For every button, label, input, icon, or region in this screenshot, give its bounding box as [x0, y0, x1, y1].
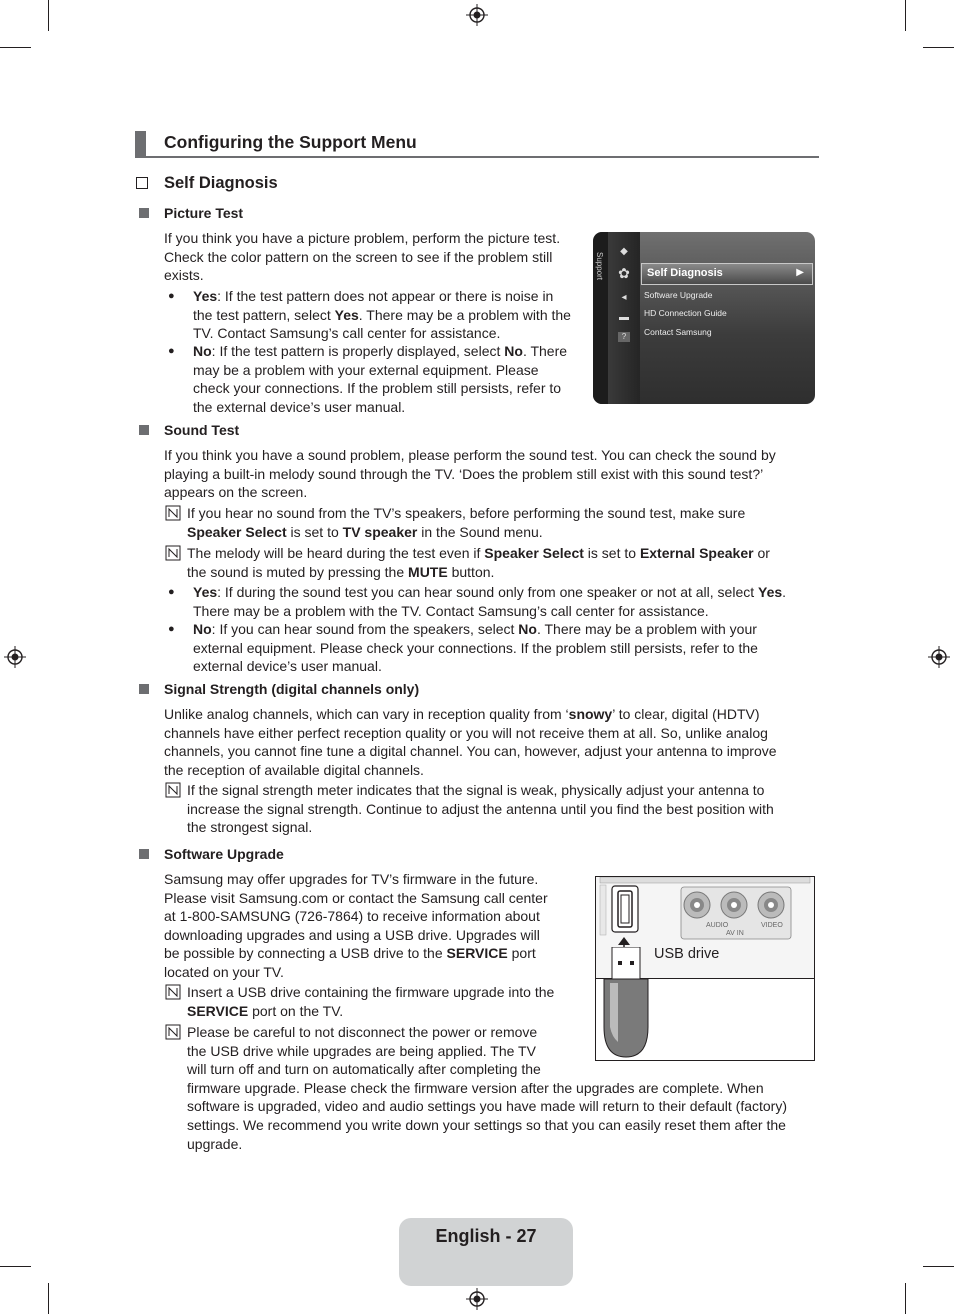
page-number: English - 27: [435, 1226, 537, 1246]
arrow-right-icon: ▶: [796, 267, 804, 278]
software-upgrade-note-2: Please be careful to not disconnect the power or remove the USB drive while upgrades are being applied. The TV will turn off and turn on automatically after completing the firmware upgrade. Please check the firmware version after the upgrades are complete. When software is upgraded, video and audio settings you have made will return to their default (factory) settings. We recommend you write down your settings so that you can easily reset them after the upgrade.: [187, 1024, 787, 1152]
menu-icon-column: [608, 232, 640, 404]
picture-test-heading: Picture Test: [164, 205, 244, 221]
software-upgrade-intro: Samsung may offer upgrades for TV’s firmware in the future. Please visit Samsung.com or contact the Samsung call center at 1-800-SAMSUNG (726-7864) to receive information about downloading upgrades and using a USB drive. Upgrades will be possible by connecting a USB drive to the SERVICE port located on your TV.: [164, 871, 548, 980]
sound-test-heading: Sound Test: [164, 422, 240, 438]
heading-square-icon: [139, 425, 149, 435]
menu-item-hd-connection-guide[interactable]: HD Connection Guide: [644, 308, 727, 318]
sound-test-yes: Yes: If during the sound test you can hear sound only from one speaker or not at all, select Yes. There may be a problem with the TV. Contact Samsung’s call center for assistance.: [193, 584, 787, 619]
picture-test-no: No: If the test pattern is properly displayed, select No. There may be a problem with your external equipment. Please check your connections. If the problem still persists, refer to the external device’s user manual.: [193, 343, 568, 415]
crop-mark: [905, 0, 906, 31]
section-bar: [135, 131, 146, 157]
note-icon: [165, 505, 181, 521]
subsection-title: Self Diagnosis: [164, 174, 278, 192]
software-upgrade-note-1: Insert a USB drive containing the firmware upgrade into the SERVICE port on the TV.: [187, 984, 555, 1019]
crop-mark: [905, 1283, 906, 1314]
usb-drive-figure: [595, 876, 815, 1061]
registration-mark-icon: [4, 646, 26, 668]
bullet-icon: ●: [168, 345, 175, 357]
sound-test-note-1: If you hear no sound from the TV’s speakers, before performing the sound test, make sure Speaker Select is set to TV speaker in the Sound menu.: [187, 505, 746, 540]
support-menu-screenshot: [593, 232, 815, 404]
registration-mark-icon: [928, 646, 950, 668]
input-icon: ▬: [619, 312, 629, 323]
picture-test-intro: If you think you have a picture problem, perform the picture test. Check the color pattern on the screen to see if the problem still exists.: [164, 230, 561, 284]
registration-mark-icon: [466, 1288, 488, 1310]
signal-strength-note: If the signal strength meter indicates that the signal is weak, physically adjust your antenna to increase the signal strength. Continue to adjust the antenna until you find the best position with the strongest signal.: [187, 782, 774, 836]
audio-label: AUDIO: [706, 922, 729, 929]
av-in-label: AV IN: [726, 930, 744, 937]
crop-mark: [923, 47, 954, 48]
bullet-icon: ●: [168, 586, 175, 598]
page-number-box: [399, 1218, 573, 1286]
video-label: VIDEO: [761, 922, 783, 929]
heading-square-icon: [139, 849, 149, 859]
checkbox-icon: [136, 177, 148, 189]
menu-side-strip: [593, 232, 608, 404]
menu-strip-label: Support: [595, 252, 604, 281]
menu-item-software-upgrade[interactable]: Software Upgrade: [644, 290, 713, 300]
sound-test-note-2: The melody will be heard during the test even if Speaker Select is set to External Speaker or the sound is muted by pressing the MUTE button.: [187, 545, 770, 580]
help-icon: ?: [618, 332, 630, 342]
crop-mark: [48, 1283, 49, 1314]
channel-icon: ◂: [621, 292, 627, 303]
section-rule: [135, 156, 819, 158]
menu-item-self-diagnosis[interactable]: Self Diagnosis ▶: [641, 263, 813, 285]
heading-square-icon: [139, 684, 149, 694]
crop-mark: [0, 47, 31, 48]
signal-strength-intro: Unlike analog channels, which can vary in reception quality from ‘snowy’ to clear, digital (HDTV) channels have either perfect reception quality or you will not receive them at all. So, unlike analog channels, you cannot fine tune a digital channel. You can, however, adjust your antenna to improve the reception of available digital channels.: [164, 706, 777, 778]
gear-icon: ✿: [618, 265, 630, 281]
sound-test-no: No: If you can hear sound from the speakers, select No. There may be a problem with your external equipment. Please check your connections. If the problem still persists, refer to the external device’s user manual.: [193, 621, 758, 675]
picture-icon: ◆: [620, 246, 628, 257]
section-title: Configuring the Support Menu: [164, 132, 417, 152]
crop-mark: [0, 1266, 31, 1267]
note-icon: [165, 545, 181, 561]
note-icon: [165, 782, 181, 798]
crop-mark: [48, 0, 49, 31]
software-upgrade-heading: Software Upgrade: [164, 846, 284, 862]
note-icon: [165, 1024, 181, 1040]
signal-strength-heading: Signal Strength (digital channels only): [164, 681, 420, 697]
heading-square-icon: [139, 208, 149, 218]
menu-item-contact-samsung[interactable]: Contact Samsung: [644, 327, 712, 337]
picture-test-yes: Yes: If the test pattern does not appear or there is noise in the test pattern, select Yes. There may be a problem with the TV. Contact Samsung’s call center for assistance.: [193, 288, 571, 342]
registration-mark-icon: [466, 4, 488, 26]
bullet-icon: ●: [168, 623, 175, 635]
bullet-icon: ●: [168, 290, 175, 302]
usb-drive-label: USB drive: [654, 946, 720, 962]
sound-test-intro: If you think you have a sound problem, please perform the sound test. You can check the sound by playing a built-in melody sound through the TV. ‘Does the problem still exist with this sound test?’ appears on the screen.: [164, 447, 776, 501]
usb-stick-icon: [600, 947, 656, 1059]
crop-mark: [923, 1266, 954, 1267]
note-icon: [165, 984, 181, 1000]
